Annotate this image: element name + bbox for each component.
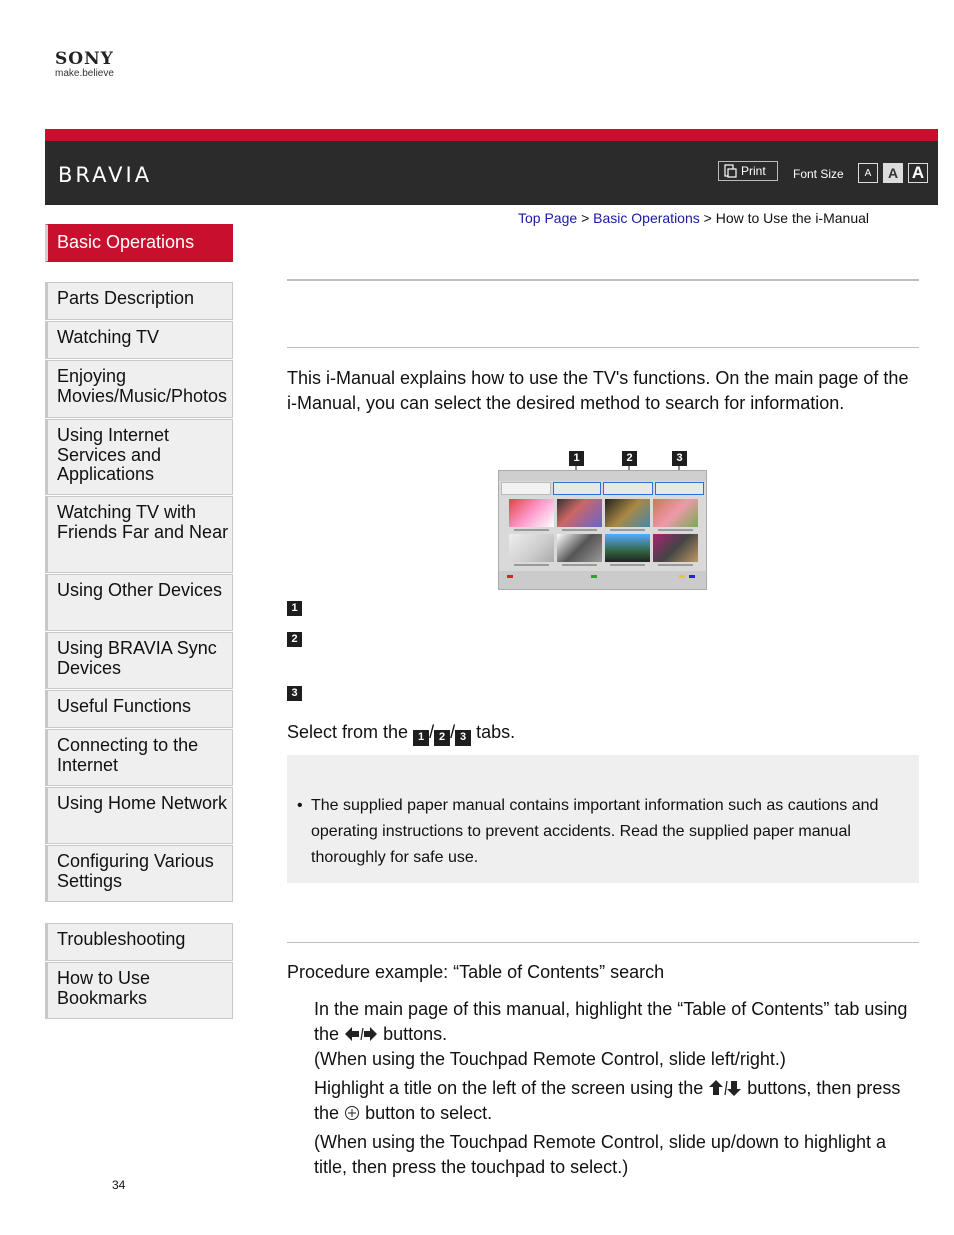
sidebar-item-troubleshooting[interactable]: Troubleshooting	[45, 923, 233, 961]
legend-badge-3: 3	[287, 686, 302, 701]
breadcrumb-separator: >	[581, 210, 590, 226]
callout-badge-3: 3	[672, 451, 687, 466]
font-size-label: Font Size	[793, 167, 844, 181]
sony-logo	[55, 50, 114, 80]
sidebar-item-watching-tv[interactable]: Watching TV	[45, 321, 233, 359]
callout-badge-1: 1	[569, 451, 584, 466]
breadcrumb-top-page[interactable]: Top Page	[518, 210, 578, 226]
font-size-large-button[interactable]: A	[908, 163, 928, 183]
enter-button-icon	[344, 1105, 360, 1121]
select-prefix: Select from the	[287, 722, 409, 742]
font-size-medium-button[interactable]: A	[883, 163, 903, 183]
breadcrumb-current: How to Use the i-Manual	[715, 210, 870, 226]
breadcrumb-basic-operations[interactable]: Basic Operations	[593, 210, 700, 226]
inline-badge-3: 3	[455, 730, 471, 746]
header-bar	[45, 141, 938, 205]
step-1	[314, 997, 919, 1072]
step-2-touchpad-note: (When using the Touchpad Remote Control, slide up/down to highlight a title, then press the touchpad to select.)	[314, 1132, 887, 1177]
print-button[interactable]	[718, 161, 778, 181]
sidebar-item-connecting-internet[interactable]: Connecting to the Internet	[45, 729, 233, 786]
inline-badge-2: 2	[434, 730, 450, 746]
section-divider	[287, 347, 919, 348]
callout-badge-2: 2	[622, 451, 637, 466]
print-label: Print	[741, 164, 766, 178]
title-divider	[287, 279, 919, 281]
sidebar-item-configuring-settings[interactable]: Configuring Various Settings	[45, 845, 233, 902]
up-down-arrows-icon	[708, 1079, 742, 1097]
legend-badge-2: 2	[287, 632, 302, 647]
sidebar-item-bravia-sync[interactable]: Using BRAVIA Sync Devices	[45, 632, 233, 689]
sony-wordmark: SONY	[55, 49, 114, 69]
intro-paragraph: This i-Manual explains how to use the TV's functions. On the main page of the i-Manual, you can select the desired method to search for information.	[287, 368, 909, 413]
imanual-screenshot	[498, 470, 707, 590]
step-2	[314, 1076, 919, 1180]
bravia-logo: BRAVIA	[58, 163, 153, 187]
sidebar-item-other-devices[interactable]: Using Other Devices	[45, 574, 233, 631]
note-bullet-icon: •	[297, 797, 303, 814]
procedure-title: Procedure example: “Table of Contents” search	[287, 962, 665, 982]
sidebar-item-parts-description[interactable]: Parts Description	[45, 282, 233, 320]
left-right-arrows-icon	[344, 1026, 378, 1042]
legend-badge-1: 1	[287, 601, 302, 616]
font-size-small-button[interactable]: A	[858, 163, 878, 183]
procedure-divider	[287, 942, 919, 943]
inline-badge-1: 1	[413, 730, 429, 746]
sidebar-item-watching-tv-friends[interactable]: Watching TV with Friends Far and Near	[45, 496, 233, 573]
select-tabs-text: Select from the 1 / 2 / 3 tabs.	[287, 720, 919, 746]
step-1-text-end: buttons.	[383, 1024, 448, 1044]
breadcrumb-separator: >	[703, 210, 712, 226]
step-1-touchpad-note: (When using the Touchpad Remote Control, slide left/right.)	[314, 1049, 786, 1069]
page-number: 34	[112, 1178, 126, 1192]
step-2-text-mid: buttons, then press the	[314, 1078, 901, 1123]
sidebar-item-home-network[interactable]: Using Home Network	[45, 787, 233, 844]
sony-tagline: make.believe	[55, 68, 114, 79]
note-text: The supplied paper manual contains important information such as cautions and operating instructions to prevent accidents. Read the supplied paper manual thoroughly for safe use.	[311, 797, 879, 866]
header-accent-strip	[45, 129, 938, 141]
step-2-text-end: button to select.	[365, 1103, 493, 1123]
sidebar-item-useful-functions[interactable]: Useful Functions	[45, 690, 233, 728]
sidebar-item-internet-services[interactable]: Using Internet Services and Applications	[45, 419, 233, 495]
print-icon	[723, 164, 737, 178]
breadcrumb	[518, 210, 869, 226]
note-box	[287, 755, 919, 883]
sidebar-item-bookmarks[interactable]: How to Use Bookmarks	[45, 962, 233, 1019]
select-suffix: tabs.	[476, 722, 516, 742]
step-1-text: In the main page of this manual, highlight the “Table of Contents” tab using the	[314, 999, 908, 1044]
sidebar-item-basic-operations[interactable]: Basic Operations	[45, 224, 233, 262]
step-2-text: Highlight a title on the left of the screen using the	[314, 1078, 704, 1098]
sidebar-item-enjoying-media[interactable]: Enjoying Movies/Music/Photos	[45, 360, 233, 418]
